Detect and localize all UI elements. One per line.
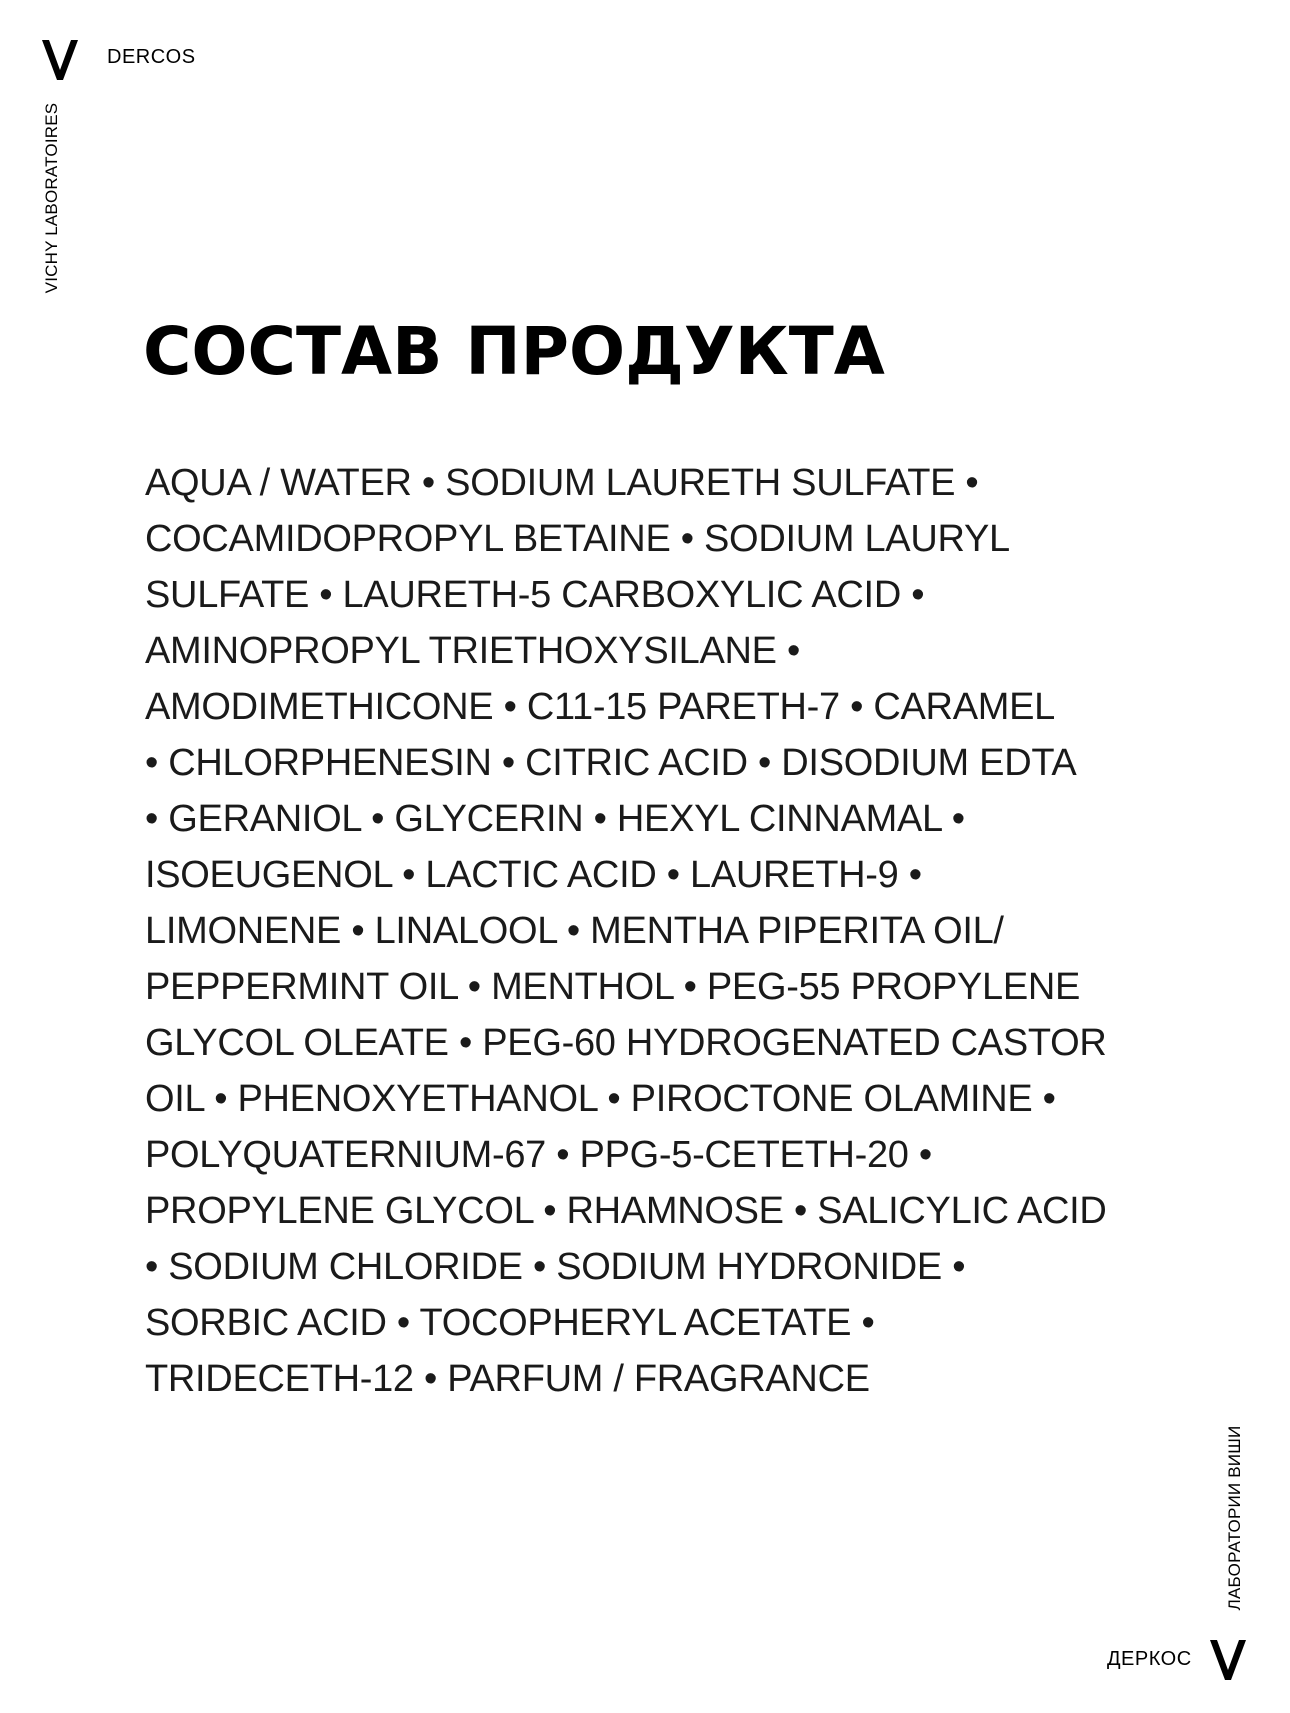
side-label-laboratorii-vishi: ЛАБОРАТОРИИ ВИШИ — [1225, 1425, 1244, 1611]
vichy-v-logo-icon — [42, 40, 78, 80]
vichy-v-logo-icon — [1210, 1640, 1246, 1680]
ingredient-line: COCAMIDOPROPYL BETAINE • SODIUM LAURYL — [145, 518, 1010, 560]
ingredient-line: • SODIUM CHLORIDE • SODIUM HYDRONIDE • — [145, 1246, 966, 1288]
side-label-vichy-laboratoires: VICHY LABORATOIRES — [42, 102, 61, 294]
ingredient-line: GLYCOL OLEATE • PEG-60 HYDROGENATED CASTOR — [145, 1022, 1107, 1064]
ingredient-line: PROPYLENE GLYCOL • RHAMNOSE • SALICYLIC ACID — [145, 1190, 1107, 1232]
brand-label-bottom: ДЕРКОС — [1107, 1648, 1192, 1670]
ingredient-line: AQUA / WATER • SODIUM LAURETH SULFATE • — [145, 462, 979, 504]
ingredient-line: TRIDECETH-12 • PARFUM / FRAGRANCE — [145, 1358, 870, 1400]
ingredient-line: ISOEUGENOL • LACTIC ACID • LAURETH-9 • — [145, 854, 922, 896]
ingredient-line: SORBIC ACID • TOCOPHERYL ACETATE • — [145, 1302, 875, 1344]
ingredient-line: SULFATE • LAURETH-5 CARBOXYLIC ACID • — [145, 574, 925, 616]
page-title: СОСТАВ ПРОДУКТА — [143, 313, 885, 390]
ingredient-line: OIL • PHENOXYETHANOL • PIROCTONE OLAMINE • — [145, 1078, 1056, 1120]
ingredient-line: LIMONENE • LINALOOL • MENTHA PIPERITA OIL/ — [145, 910, 1004, 952]
ingredient-line: PEPPERMINT OIL • MENTHOL • PEG-55 PROPYLENE — [145, 966, 1081, 1008]
ingredient-line: AMINOPROPYL TRIETHOXYSILANE • — [145, 630, 800, 672]
ingredient-line: • GERANIOL • GLYCERIN • HEXYL CINNAMAL • — [145, 798, 965, 840]
brand-label-top: DERCOS — [107, 46, 196, 68]
ingredient-line: • CHLORPHENESIN • CITRIC ACID • DISODIUM EDTA — [145, 742, 1077, 784]
ingredient-line: POLYQUATERNIUM-67 • PPG-5-CETETH-20 • — [145, 1134, 932, 1176]
ingredient-line: AMODIMETHICONE • C11-15 PARETH-7 • CARAMEL — [145, 686, 1055, 728]
ingredients-list — [145, 455, 1205, 1407]
